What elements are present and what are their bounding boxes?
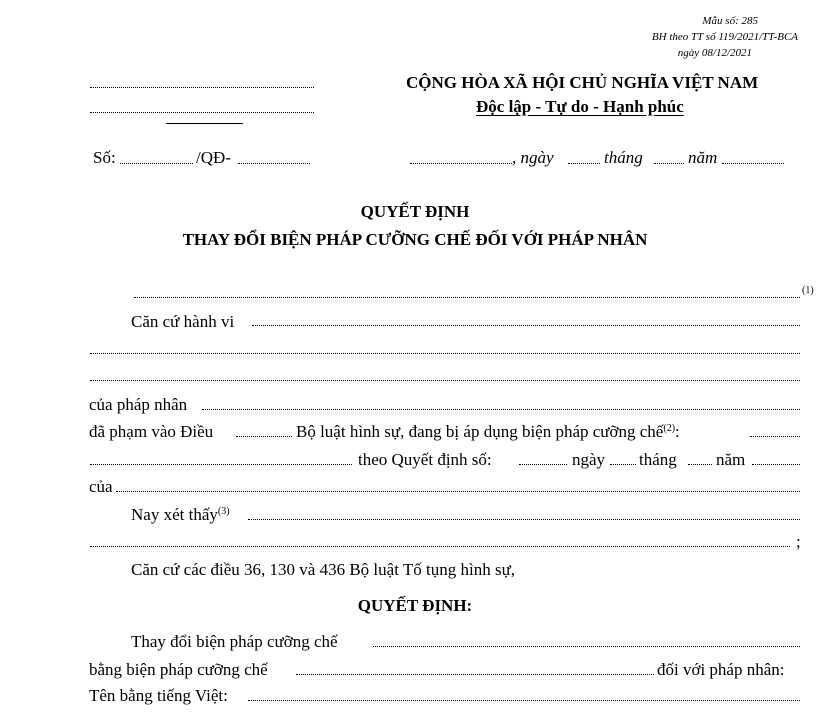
- issued-by: BH theo TT số 119/2021/TT-BCA: [651, 31, 798, 43]
- per-decision-field-a[interactable]: [90, 464, 352, 465]
- act-field-2[interactable]: [90, 353, 800, 354]
- national-motto: Độc lập - Tự do - Hạnh phúc: [476, 97, 684, 116]
- act-field-3[interactable]: [90, 380, 800, 381]
- day-label: , ngày: [512, 148, 554, 167]
- name-vietnamese-field[interactable]: [248, 700, 800, 701]
- decision-year-field[interactable]: [752, 464, 800, 465]
- national-title: CỘNG HÒA XÃ HỘI CHỦ NGHĨA VIỆT NAM: [406, 73, 759, 92]
- now-considering-text: [131, 505, 230, 525]
- document-title: QUYẾT ĐỊNH: [360, 202, 470, 221]
- by-measure-label: bằng biện pháp cưỡng chế: [89, 660, 268, 679]
- current-measure-field[interactable]: [373, 646, 800, 647]
- considering-field-2[interactable]: [90, 546, 790, 547]
- decision-month-field[interactable]: [688, 464, 712, 465]
- form-number: Mẫu số: 285: [702, 15, 758, 27]
- violated-article-label: đã phạm vào Điều: [89, 422, 214, 441]
- entity-field[interactable]: [202, 409, 800, 410]
- month-label: tháng: [604, 148, 643, 167]
- agency-line-2[interactable]: [90, 112, 314, 113]
- note-1: (1): [802, 285, 814, 296]
- decision-heading: QUYẾT ĐỊNH:: [357, 596, 473, 615]
- agency-line-1[interactable]: [90, 87, 314, 88]
- decision-year-label: năm: [716, 450, 746, 469]
- authority-field[interactable]: [134, 297, 800, 298]
- decision-day-field[interactable]: [610, 464, 636, 465]
- year-field[interactable]: [722, 163, 784, 164]
- decision-day-label: ngày: [572, 450, 606, 469]
- for-entity-label: đối với pháp nhân:: [657, 660, 785, 679]
- legal-basis: Căn cứ các điều 36, 130 và 436 Bộ luật Tố tụng hình sự,: [131, 560, 516, 579]
- measure-field[interactable]: [750, 436, 800, 437]
- day-field[interactable]: [568, 163, 600, 164]
- of-entity-label: của pháp nhân: [89, 395, 188, 414]
- decision-code: /QĐ-: [196, 148, 231, 167]
- criminal-code-text: [296, 422, 680, 442]
- year-label: năm: [688, 148, 718, 167]
- note-3: (3): [217, 506, 230, 517]
- month-field[interactable]: [654, 163, 684, 164]
- number-field[interactable]: [120, 163, 193, 164]
- per-decision-label: theo Quyết định số:: [358, 450, 492, 469]
- new-measure-field[interactable]: [296, 674, 654, 675]
- document-subtitle: THAY ĐỔI BIỆN PHÁP CƯỠNG CHẾ ĐỐI VỚI PHÁP NHÂN: [182, 230, 648, 249]
- name-vietnamese-label: Tên bằng tiếng Việt:: [89, 686, 228, 705]
- of-label: của: [89, 477, 113, 496]
- decision-code-field[interactable]: [238, 163, 310, 164]
- article-field[interactable]: [236, 436, 292, 437]
- decision-number-field[interactable]: [519, 464, 567, 465]
- issued-date: ngày 08/12/2021: [677, 47, 752, 59]
- criminal-code-label: Bộ luật hình sự, đang bị áp dụng biện pháp cưỡng chế: [296, 422, 664, 441]
- act-field-1[interactable]: [252, 325, 800, 326]
- based-on-act-label: Căn cứ hành vi: [131, 312, 235, 331]
- semicolon: ;: [796, 532, 801, 551]
- decision-month-label: tháng: [639, 450, 677, 469]
- now-considering-label: Nay xét thấy: [131, 505, 218, 524]
- number-label: Số:: [93, 148, 116, 167]
- colon: :: [675, 422, 680, 441]
- considering-field-1[interactable]: [248, 519, 800, 520]
- issuer-field[interactable]: [116, 491, 800, 492]
- agency-underline: [166, 123, 243, 124]
- change-measure-label: Thay đổi biện pháp cưỡng chế: [131, 632, 338, 651]
- place-field[interactable]: [410, 163, 512, 164]
- note-2: (2): [663, 423, 676, 434]
